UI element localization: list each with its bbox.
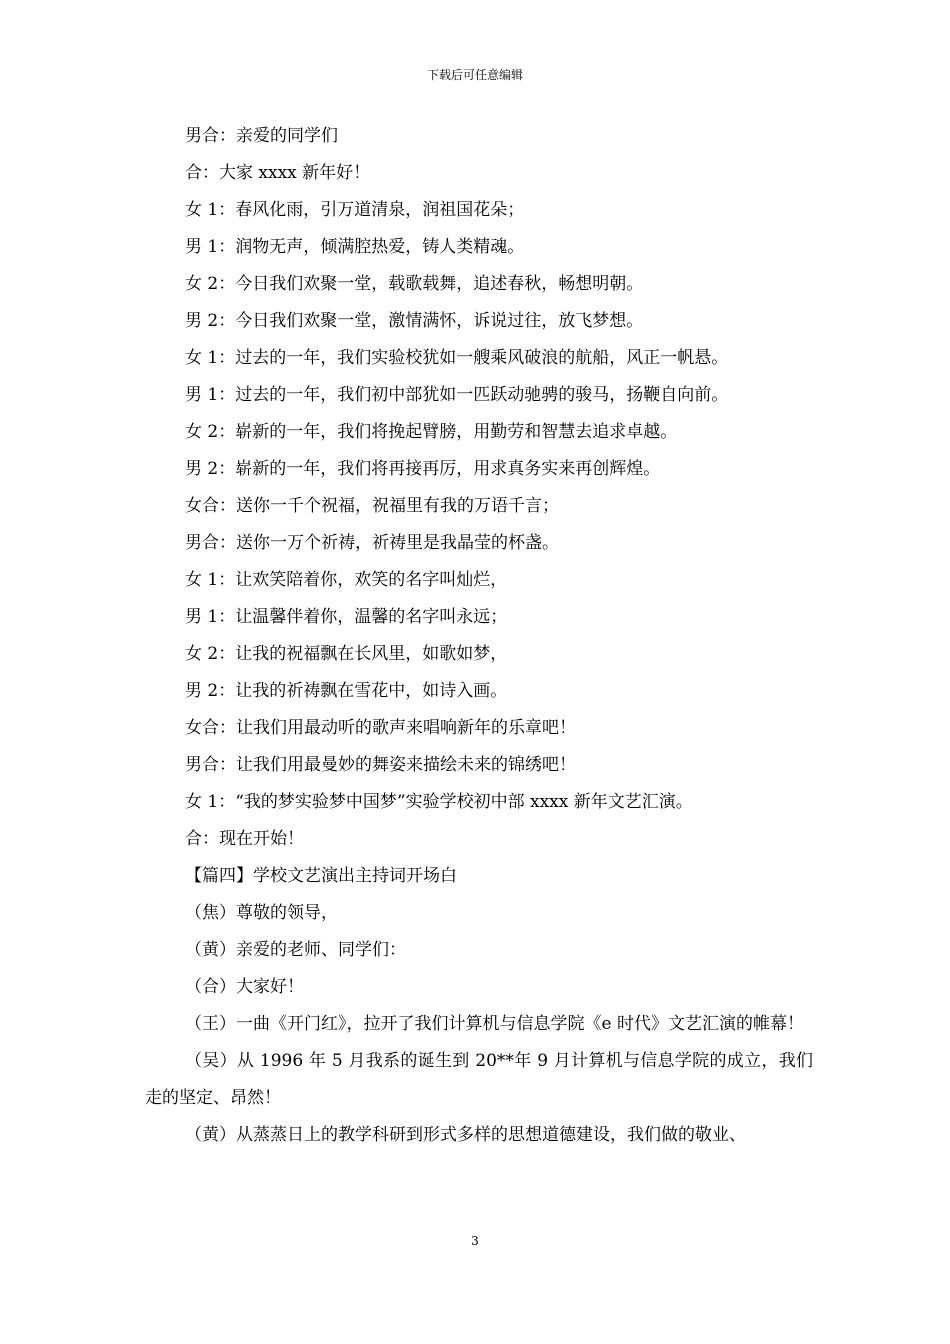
dialogue-line: 男合：送你一万个祈祷，祈祷里是我晶莹的杯盏。	[185, 533, 559, 553]
dialogue-line: 女合：送你一千个祝福，祝福里有我的万语千言；	[185, 496, 559, 516]
dialogue-line: 女 1：让欢笑陪着你，欢笑的名字叫灿烂，	[185, 570, 508, 590]
dialogue-line: 男 2：让我的祈祷飘在雪花中，如诗入画。	[185, 681, 508, 701]
dialogue-line: （焦）尊敬的领导，	[185, 903, 338, 923]
dialogue-line: （黄）亲爱的老师、同学们：	[185, 940, 406, 960]
dialogue-line: 男合：亲爱的同学们	[185, 126, 338, 146]
dialogue-line: 女 2：让我的祝福飘在长风里，如歌如梦，	[185, 644, 508, 664]
dialogue-line: 女 2：今日我们欢聚一堂，载歌载舞，追述春秋，畅想明朝。	[185, 274, 644, 294]
dialogue-line: 合：现在开始！	[185, 829, 304, 849]
dialogue-line: 男 1：让温馨伴着你，温馨的名字叫永远；	[185, 607, 508, 627]
dialogue-line: 男 1：润物无声，倾满腔热爱，铸人类精魂。	[185, 237, 525, 257]
page-header: 下载后可任意编辑	[426, 68, 523, 82]
dialogue-line: 女 1：过去的一年，我们实验校犹如一艘乘风破浪的航船，风正一帆悬。	[185, 348, 729, 368]
dialogue-paragraph: （吴）从 1996 年 5 月我系的诞生到 20**年 9 月计算机与信息学院的成立，我们走的坚定、昂然！	[145, 1051, 813, 1108]
dialogue-line: 男 2：今日我们欢聚一堂，激情满怀，诉说过往，放飞梦想。	[185, 311, 644, 331]
dialogue-line: 合：大家 xxxx 新年好！	[185, 163, 371, 183]
dialogue-line: 女 2：崭新的一年，我们将挽起臂膀，用勤劳和智慧去追求卓越。	[185, 422, 678, 442]
dialogue-paragraph: （黄）从蒸蒸日上的教学科研到形式多样的思想道德建设，我们做的敬业、	[185, 1125, 746, 1145]
dialogue-line: 男 2：崭新的一年，我们将再接再厉，用求真务实来再创辉煌。	[185, 459, 661, 479]
dialogue-line: 男合：让我们用最曼妙的舞姿来描绘未来的锦绣吧！	[185, 755, 576, 775]
dialogue-paragraph: （王）一曲《开门红》，拉开了我们计算机与信息学院《e 时代》文艺汇演的帷幕！	[185, 1014, 804, 1034]
section-heading: 【篇四】学校文艺演出主持词开场白	[185, 866, 457, 886]
dialogue-line: 女 1：春风化雨，引万道清泉，润祖国花朵；	[185, 200, 525, 220]
document-body	[145, 118, 813, 1154]
dialogue-line: （合）大家好！	[185, 977, 304, 997]
dialogue-line: 女 1：“我的梦实验梦中国梦”实验学校初中部 xxxx 新年文艺汇演。	[185, 792, 693, 812]
page-number: 3	[471, 1234, 479, 1248]
dialogue-line: 女合：让我们用最动听的歌声来唱响新年的乐章吧！	[185, 718, 576, 738]
dialogue-line: 男 1：过去的一年，我们初中部犹如一匹跃动驰骋的骏马，扬鞭自向前。	[185, 385, 729, 405]
